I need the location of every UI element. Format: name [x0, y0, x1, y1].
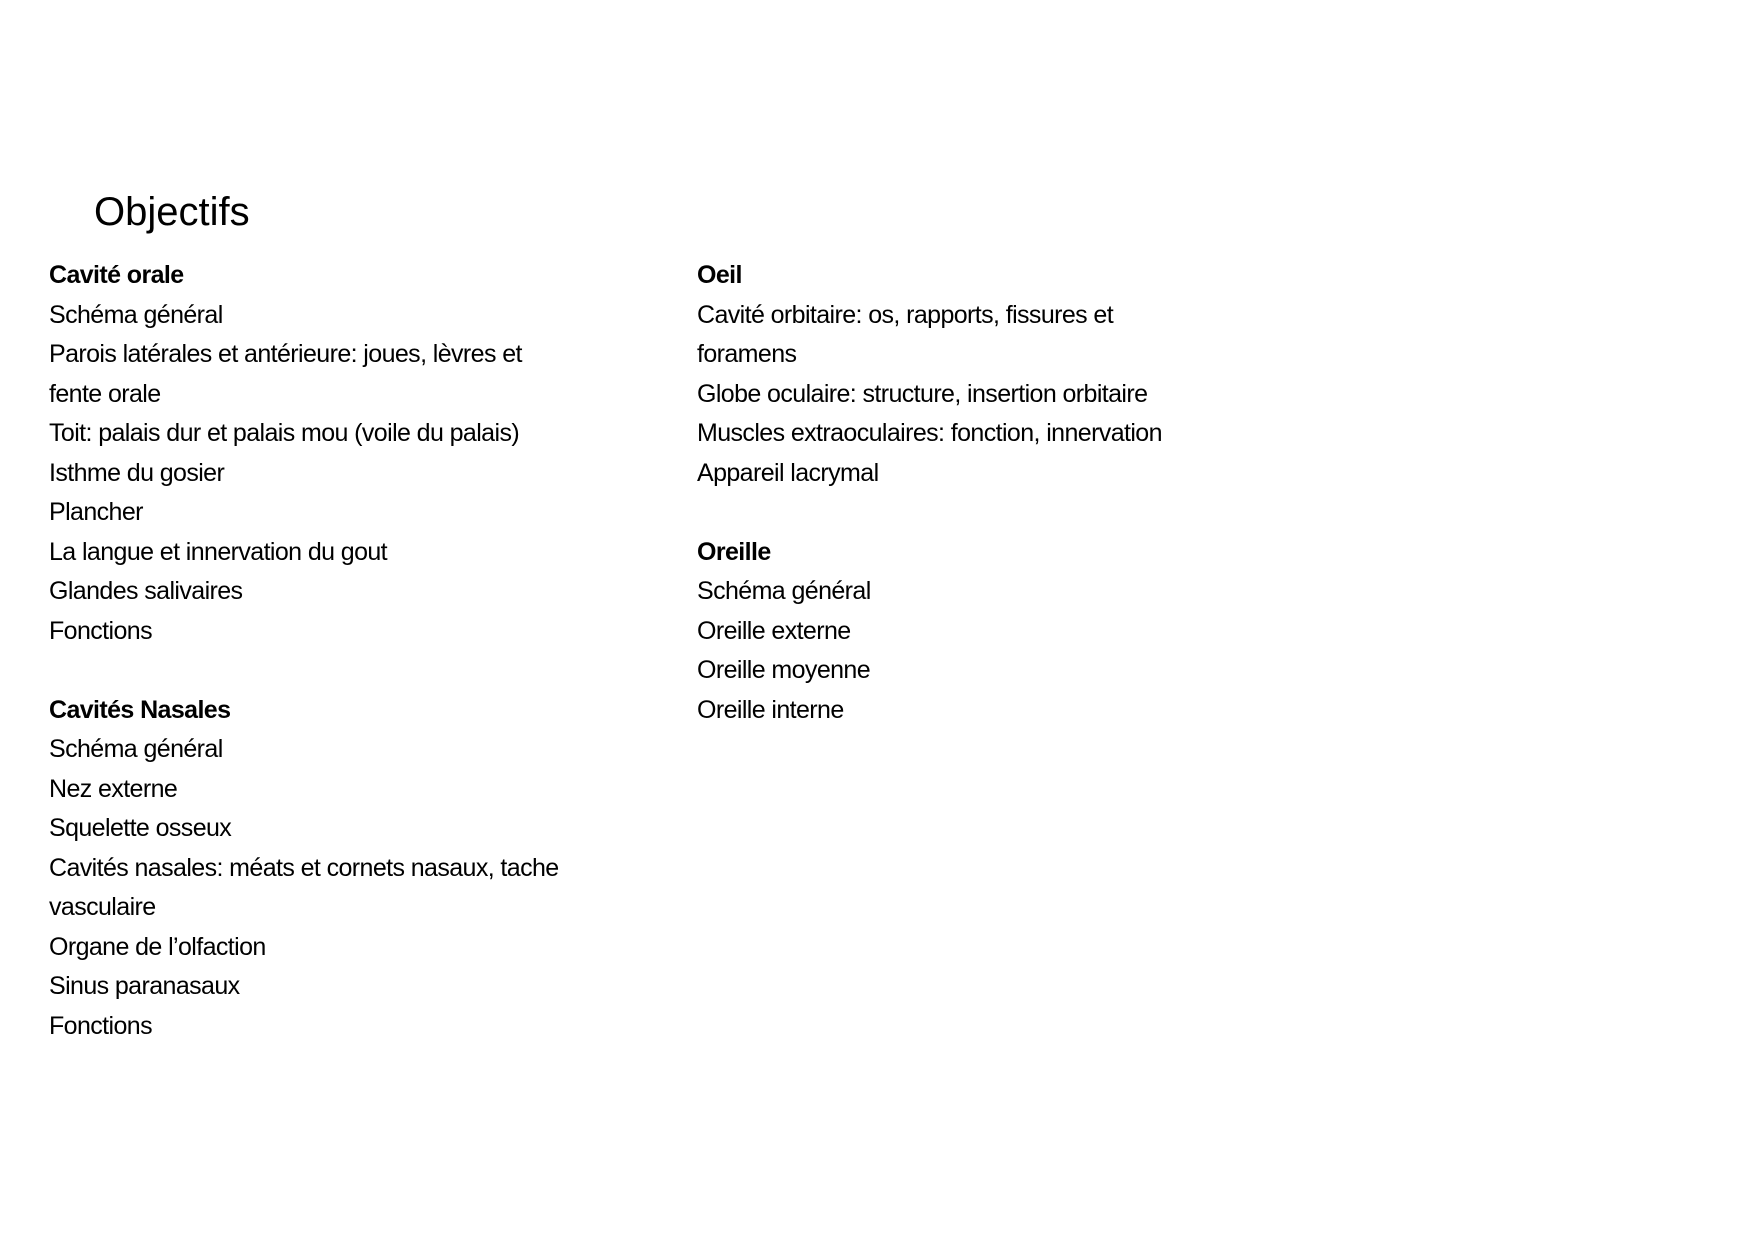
section-spacer: [49, 651, 559, 691]
list-item: La langue et innervation du gout: [49, 537, 388, 566]
list-item: Schéma général: [49, 300, 223, 329]
right-column: [697, 256, 1162, 730]
list-item: Toit: palais dur et palais mou (voile du palais): [49, 419, 520, 447]
list-item: Cavité orbitaire: os, rapports, fissures et: [697, 300, 1114, 329]
list-item: Cavités nasales: méats et cornets nasaux, tache: [49, 853, 559, 882]
list-item: Oreille moyenne: [697, 656, 871, 684]
section-oreille: [697, 533, 1162, 731]
list-item: Schéma général: [49, 735, 223, 763]
section-heading: Oreille: [697, 537, 771, 566]
section-oeil: [697, 256, 1162, 493]
list-item: Oreille externe: [697, 616, 851, 645]
list-item: Nez externe: [49, 774, 178, 803]
list-item: Organe de l’olfaction: [49, 932, 266, 961]
list-item: Isthme du gosier: [49, 458, 225, 487]
list-item: Glandes salivaires: [49, 577, 243, 605]
list-item: Parois latérales et antérieure: joues, lèvres et: [49, 340, 522, 368]
list-item: Fonctions: [49, 616, 152, 645]
list-item: Oreille interne: [697, 695, 844, 724]
list-item: vasculaire: [49, 893, 156, 921]
list-item: Globe oculaire: structure, insertion orbitaire: [697, 379, 1148, 408]
list-item: Schéma général: [697, 577, 871, 605]
section-cavites-nasales: [49, 691, 559, 1047]
list-item: fente orale: [49, 379, 161, 408]
section-spacer: [697, 493, 1162, 533]
section-cavite-orale: [49, 256, 559, 651]
list-item: Sinus paranasaux: [49, 972, 240, 1000]
list-item: Fonctions: [49, 1011, 152, 1040]
left-column: [49, 256, 559, 1046]
section-heading: Cavités Nasales: [49, 695, 231, 724]
list-item: Muscles extraoculaires: fonction, innervation: [697, 419, 1162, 447]
list-item: Appareil lacrymal: [697, 458, 879, 487]
section-heading: Oeil: [697, 261, 742, 289]
list-item: Plancher: [49, 498, 143, 526]
list-item: foramens: [697, 340, 797, 368]
slide-title: Objectifs: [94, 190, 250, 234]
list-item: Squelette osseux: [49, 814, 232, 842]
section-heading: Cavité orale: [49, 261, 184, 289]
